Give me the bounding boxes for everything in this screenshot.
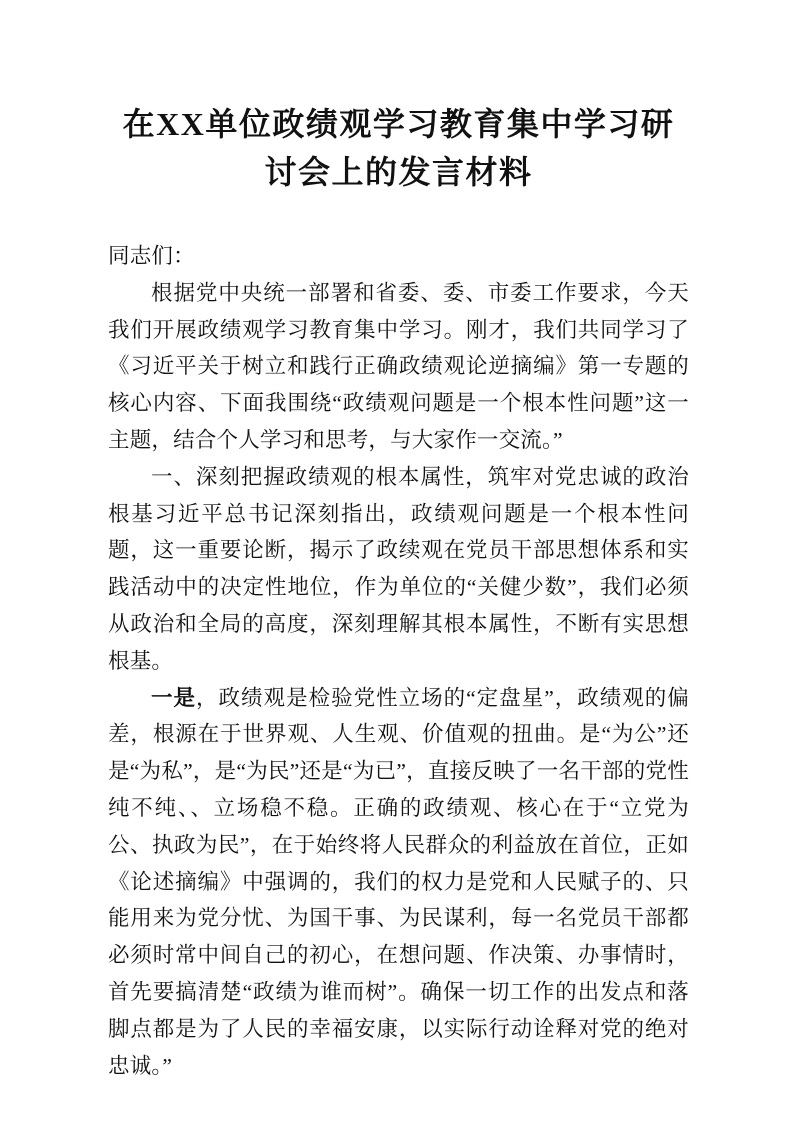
paragraph-text: 一、深刻把握政绩观的根本属性，筑牢对党忠诚的政治根基习近平总书记深刻指出，政绩观问题是一个根本性问题，这一重要论断，揭示了政续观在党员干部思想体系和实践活动中的决定性地位，作为单位的“关健少数”，我们必须从政治和全局的高度，深刻理解其根本属性，不断有实思想根基。 — [108, 464, 689, 673]
paragraph-text: ，政绩观是检验党性立场的“定盘星”，政绩观的偏差，根源在于世界观、人生观、价值观的扭曲。是“为公”还是“为私”，是“为民”还是“为已”，直接反映了一名干部的党性纯不纯、、立场稳不稳。正确的政绩观、核心在于“立党为公、执政为民”，在于始终将人民群众的利益放在首位，正如《论述摘编》中强调的，我们的权力是党和人民赋子的、只能用来为党分忧、为国干事、为民谋利，每一名党员干部都必须时常中间自己的初心，在想问题、作决策、办事情时，首先要搞清楚“政绩为谁而树”。确保一切工作的出发点和落脚点都是为了人民的幸福安康，以实际行动诠释对党的绝对忠诚。” — [108, 685, 689, 1078]
document-body — [108, 238, 689, 1084]
paragraph — [108, 680, 689, 1085]
paragraph-container — [108, 275, 689, 1085]
paragraph-text: 根据党中央统一部署和省委、委、市委工作要求，今天我们开展政绩观学习教育集中学习。刚才，我们共同学习了《习近平关于树立和践行正确政绩观论逆摘编》第一专题的核心内容、下面我围绕“政绩观问题是一个根本性问题”这一主题，结合个人学习和思考，与大家作一交流。” — [108, 280, 689, 452]
paragraph — [108, 459, 689, 680]
salutation: 同志们： — [108, 244, 195, 268]
paragraph — [108, 275, 689, 459]
document-title: 在XX单位政绩观学习教育集中学习研讨会上的发言材料 — [122, 106, 675, 190]
paragraph-bold-lead: 一是 — [151, 685, 197, 710]
